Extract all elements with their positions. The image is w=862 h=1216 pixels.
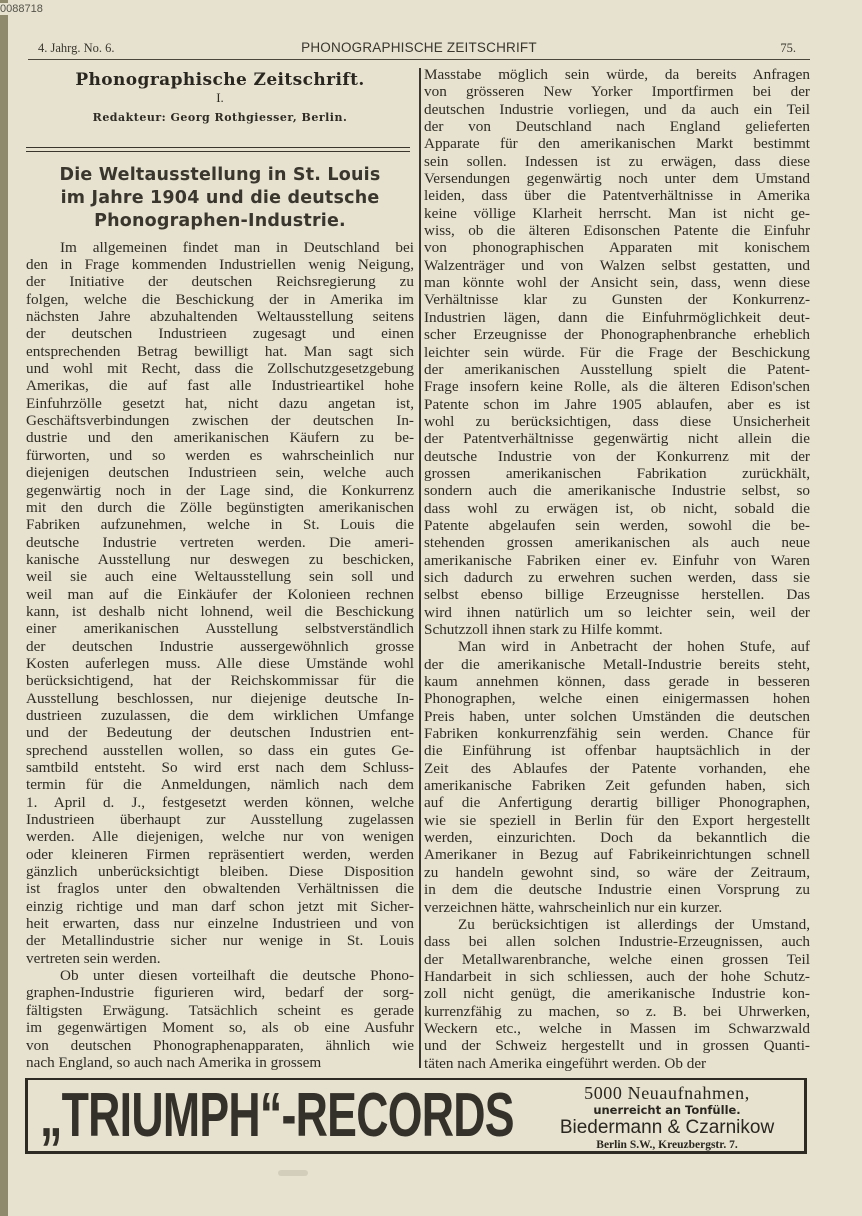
text-line: einer amerikanischen Ausstellung selbstverständlich (26, 620, 414, 638)
text-line: stehenden grossen amerikanischen als auch neue (424, 534, 810, 552)
ad-line-company: Biedermann & Czarnikow (559, 1117, 775, 1138)
text-line: werden, einzurichten. Doch da bekanntlich die (424, 829, 810, 847)
text-line: der Metallindustrie sicher nur wenige in St. Louis (26, 932, 414, 950)
text-line: fürworten, und so werden es wahrscheinlich nur (26, 446, 414, 464)
text-line: ist fraglos unter den obwaltenden Verhältnissen die (26, 880, 414, 898)
text-line: in dem die deutsche Industrie einen Vorsprung zu (424, 881, 810, 899)
text-line: Fabriken konkurrenzfähig sein werden. Chance für (424, 725, 810, 743)
text-line: Apparate für den amerikanischen Markt bestimmt (424, 135, 810, 153)
text-line: 1. April d. J., festgesetzt werden können, welche (26, 793, 414, 811)
text-line: Versendungen gegenwärtig noch unter dem Umstand (424, 170, 810, 188)
book-spine-edge (0, 0, 8, 1216)
text-line: und der Schweiz hergestellt und in grossen Quanti- (424, 1037, 810, 1055)
text-line: heit erwarten, dass nur einzelne Industrieen und von (26, 915, 414, 933)
text-line: leiden, dass über die Patentverhältnisse in Amerika (424, 187, 810, 205)
text-line: Zeit des Ablaufes der Patente vorhanden, ehe (424, 759, 810, 777)
text-line: Patente abgelaufen sein werden, sowohl die be- (424, 516, 810, 534)
running-head (30, 39, 808, 57)
text-line: der amerikanischen Ausstellung spielt die Patent- (424, 360, 810, 378)
article-title-line: im Jahre 1904 und die deutsche (60, 187, 380, 208)
text-line: Walzenträger und von Walzen selbst gestatten, und (424, 256, 810, 274)
text-line: Einfuhrzölle gesetzt hat, nicht dazu angetan ist, (26, 394, 414, 412)
text-line: kann, ist deshalb nicht lohnend, weil die Beschickung (26, 602, 414, 620)
text-line: der die amerikanische Metall-Industrie bereits steht, (424, 655, 810, 673)
masthead-title: Phonographische Zeitschrift. (75, 70, 365, 90)
text-line: wiss, ob die älteren Edisonschen Patente die Einfuhr (424, 222, 810, 240)
text-line: dustrieen zuzulassen, die dem wirklichen Umfange (26, 706, 414, 724)
text-line: Weckern etc., welche in Massen im Schwarzwald (424, 1019, 810, 1037)
text-line: Phonographen, welche einen einigermassen hohen (424, 690, 810, 708)
header-rule (28, 59, 810, 60)
text-line: Fabriken aufzunehmen, welche in St. Louis die (26, 516, 414, 534)
issue-number: 4. Jahrg. No. 6. (38, 41, 115, 55)
text-line: und wohl mit Recht, dass die Zollschutzgesetzgebung (26, 360, 414, 378)
scan-id: 0088718 (0, 3, 43, 15)
ad-line-new-recordings: 5000 Neuaufnahmen, (584, 1083, 750, 1103)
text-line: graphen-Industrie figurieren wird, bedarf der sorg- (26, 984, 414, 1002)
text-line: Masstabe möglich sein würde, da bereits Anfragen (424, 66, 810, 83)
text-line: deutschen Industrie vorliegen, und da auch ein Teil (424, 100, 810, 118)
text-line: amerikanische Fabriken Zeit gefunden haben, sich (424, 777, 810, 795)
text-line: keine völlige Klarheit herrscht. Man ist nicht ge- (424, 204, 810, 222)
text-line: zoll nicht genügt, die amerikanische Industrie kon- (424, 985, 810, 1003)
text-line: wohl zu berücksichtigen, dass diese Unsicherheit (424, 412, 810, 430)
text-line: berücksichtigend, hat der Reichskommissar für die (26, 672, 414, 690)
text-line: von grösseren New Yorker Importfirmen bei der (424, 83, 810, 101)
print-smudge (278, 1170, 308, 1176)
text-line: der deutschen Industrieen zugesagt und einen (26, 325, 414, 343)
text-line: kurrenzfähig zu machen, so z. B. bei Uhrwerken, (424, 1002, 810, 1020)
text-line: einzig richtige und man darf schon jetzt mit Sicher- (26, 897, 414, 915)
text-line: selbst ebenso billige Erzeugnisse herstellen. Das (424, 586, 810, 604)
text-line: deutsche Industrie vertreten werden. Die ameri- (26, 533, 414, 551)
text-line: Zu berücksichtigen ist allerdings der Umstand, (458, 915, 810, 933)
text-line: verzeichnen hätte, wahrscheinlich nur ein kurzer. (424, 898, 723, 916)
text-line: von phonographischen Apparaten mit konischem (424, 239, 810, 257)
text-line: Man wird in Anbetracht der hohen Stufe, auf (458, 638, 810, 656)
text-line: Verhältnisse klar zu Gunsten der Konkurrenz- (424, 291, 810, 309)
text-line: Kosten auferlegen muss. Alle diese Umstände wohl (26, 654, 414, 672)
text-line: leichter sein würde. Für die Frage der Beschickung (424, 343, 810, 361)
ad-details (536, 1083, 798, 1153)
ad-headline: „TRIUMPH“-RECORDS (40, 1081, 514, 1150)
text-line: die Einführung ist offenbar hauptsächlich in der (424, 742, 810, 760)
text-line: dass wohl zu erwägen ist, ob nicht, sobald die (424, 499, 810, 517)
text-line: scher Erzeugnisse der Phonographenbranche erheblich (424, 326, 810, 344)
text-line: amerikanische Fabriken einer ev. Einfuhr von Waren (424, 551, 810, 569)
left-column (26, 64, 414, 1071)
masthead-editor: Redakteur: Georg Rothgiesser, Berlin. (92, 111, 348, 125)
text-line: Handarbeit in sich schliessen, auch der hohe Schutz- (424, 967, 810, 985)
text-line: Amerikaner in Bezug auf Fabrikeinrichtungen schnell (424, 846, 810, 864)
text-line: Preis haben, unter solchen Umständen die deutschen (424, 707, 810, 725)
text-line: der Patentverhältnisse gegenwärtig nicht allein die (424, 430, 810, 448)
text-line: mit den durch die Zölle begünstigten amerikanischen (26, 498, 414, 516)
text-line: folgen, welche die Beschickung der in Amerika im (26, 290, 414, 308)
text-line: fältigsten Erwägung. Tatsächlich scheint es gerade (26, 1001, 414, 1019)
text-line: dustrie und den amerikanischen Käufern zu be- (26, 429, 414, 447)
text-line: den in Frage kommenden Industriellen wenig Neigung, (26, 256, 414, 274)
article-title-line: Phonographen-Industrie. (94, 210, 346, 231)
text-line: kaum annehmen können, dass gerade in besseren (424, 673, 810, 691)
article-body-right (424, 66, 810, 1072)
text-line: Geschäftsverbindungen zwischen der deutschen In- (26, 412, 414, 430)
text-line: deutsche Industrie von der Konkurrenz mit der (424, 447, 810, 465)
text-line: der von Deutschland nach England gelieferten (424, 118, 810, 136)
text-line: kanische Ausstellung nur deswegen zu beschicken, (26, 550, 414, 568)
text-line: diejenigen deutschen Industrieen sein, welche auch (26, 464, 414, 482)
text-line: Im allgemeinen findet man in Deutschland bei (60, 238, 414, 256)
text-line: der Metallwarenbranche, welche einen grossen Teil (424, 950, 810, 968)
text-line: auf die Anfertigung derartig billiger Phonographen, (424, 794, 810, 812)
text-line: im gegenwärtigen Moment so, als ob eine Ausfuhr (26, 1019, 414, 1037)
text-line: dass bei allen solchen Industrie-Erzeugnissen, auch (424, 933, 810, 951)
ad-line-tagline: unerreicht an Tonfülle. (593, 1103, 741, 1117)
text-line: täten nach Amerika eingeführt werden. Ob der (424, 1054, 707, 1072)
article-title (26, 164, 414, 233)
text-line: Industrieen überhaupt zur Ausstellung zugelassen (26, 811, 414, 829)
text-line: samtbild entsteht. So wird erst nach dem Schluss- (26, 759, 414, 776)
journal-name: PHONOGRAPHISCHE ZEITSCHRIFT (301, 40, 537, 55)
text-line: vertreten sein werden. (26, 949, 161, 967)
text-line: Patente schon im Jahre 1905 ablaufen, aber es ist (424, 395, 810, 413)
text-line: Amerikas, die auf fast alle Industrieartikel hohe (26, 377, 414, 395)
masthead (26, 64, 414, 127)
right-column (424, 66, 810, 1072)
text-line: weil sie auch eine Weltausstellung sein soll und (26, 568, 414, 586)
text-line: termin für die Anmeldungen, nämlich nach dem (26, 776, 414, 794)
text-line: nach England, so auch nach Amerika in grossem (26, 1053, 322, 1071)
text-line: zu handeln gewohnt sind, so wäre der Zeitraum, (424, 863, 810, 881)
text-line: gegenwärtig noch in der Lage sind, die Konkurrenz (26, 481, 414, 499)
text-line: sondern auch die amerikanische Industrie selbst, so (424, 482, 810, 500)
text-line: wird ihnen natürlich um so leichter sein, weil der (424, 603, 810, 621)
text-line: werden. Alle diejenigen, welche nur von wenigen (26, 828, 414, 846)
text-line: Industrien lägen, dann die Einfuhrmöglichkeit deut- (424, 308, 810, 326)
masthead-double-rule (26, 147, 410, 152)
text-line: von deutschen Phonographenapparaten, ähnlich wie (26, 1036, 414, 1054)
article-body-left (26, 239, 414, 1072)
page-number: 75. (780, 41, 796, 55)
text-line: man könnte wohl der Ansicht sein, dass, wenn diese (424, 274, 810, 292)
text-line: sein sollen. Indessen ist zu erwägen, dass diese (424, 152, 810, 170)
text-line: oder kleineren Firmen repräsentiert werden, werden (26, 845, 414, 863)
text-line: sprechend ausstellen wollen, so dass ein gutes Ge- (26, 741, 414, 759)
text-line: Ob unter diesen vorteilhaft die deutsche Phono- (60, 967, 414, 985)
text-line: Schutzzoll ihnen stark zu Hilfe kommt. (424, 621, 663, 638)
text-line: und der Bedeutung der deutschen Industrien ent- (26, 724, 414, 742)
masthead-volume: I. (216, 90, 224, 106)
text-line: gänzlich unberücksichtigt bleiben. Diese Disposition (26, 863, 414, 881)
column-divider (419, 68, 421, 1068)
ad-line-address: Berlin S.W., Kreuzbergstr. 7. (596, 1139, 738, 1151)
text-line: nächsten Jahre abzuhaltenden Weltausstellung seitens (26, 308, 414, 326)
text-line: wie sie speziell in Berlin für den Export hergestellt (424, 811, 810, 829)
article-title-line: Die Weltausstellung in St. Louis (59, 164, 381, 185)
text-line: entsprechenden Betrag bewilligt hat. Man sagt sich (26, 342, 414, 360)
text-line: weil man auf die Einkäufer der Kolonieen rechnen (26, 585, 414, 603)
text-line: Frage insofern keine Rolle, als die älteren Edison'schen (424, 378, 810, 396)
text-line: Ausstellung beschlossen, nur diejenige deutsche In- (26, 689, 414, 707)
text-line: der Initiative der deutschen Reichsregierung zu (26, 273, 414, 291)
text-line: sich dadurch zu erwehren suchen werden, dass sie (424, 568, 810, 586)
text-line: der deutschen Industrie aussergewöhnlich grosse (26, 637, 414, 655)
advertisement-triumph-records (25, 1078, 807, 1154)
text-line: grossen amerikanischen Fabrikation zurückhält, (424, 464, 810, 482)
